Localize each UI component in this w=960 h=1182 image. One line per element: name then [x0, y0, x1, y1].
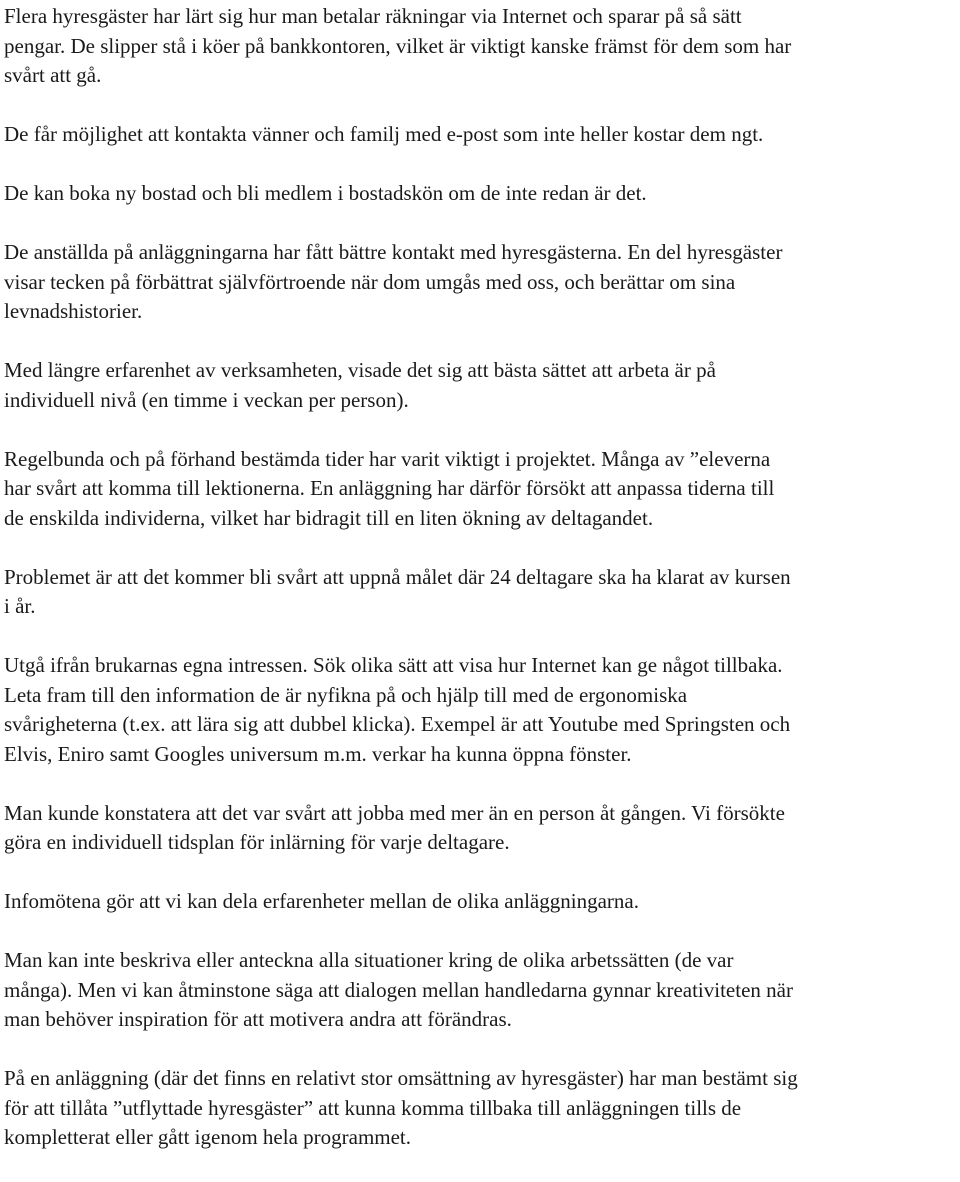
text-line: Regelbunda och på förhand bestämda tider har varit viktigt i projektet. Många av ”eleverna [4, 446, 771, 471]
paragraph [4, 887, 954, 917]
text-line: man behöver inspiration för att motivera andra att förändras. [4, 1007, 512, 1031]
paragraph [4, 651, 954, 769]
paragraph [4, 238, 954, 327]
text-line: Flera hyresgäster har lärt sig hur man betalar räkningar via Internet och sparar på så sätt [4, 4, 742, 28]
text-line: levnadshistorier. [4, 299, 143, 323]
text-line: Elvis, Eniro samt Googles universum m.m. verkar ha kunna öppna fönster. [4, 741, 632, 766]
text-line: kompletterat eller gått igenom hela programmet. [4, 1125, 412, 1149]
text-line: göra en individuell tidsplan för inlärning för varje deltagare. [4, 830, 510, 854]
text-line: svårt att gå. [4, 63, 102, 87]
text-line: för att tillåta ”utflyttade hyresgäster” att kunna komma tillbaka till anläggningen tills de [4, 1095, 742, 1120]
paragraph [4, 120, 954, 150]
text-line: De anställda på anläggningarna har fått bättre kontakt med hyresgästerna. En del hyresgäster [4, 240, 783, 264]
paragraph [4, 946, 954, 1035]
text-line: Med längre erfarenhet av verksamheten, visade det sig att bästa sättet att arbeta är på [4, 358, 716, 382]
text-line: Man kan inte beskriva eller anteckna alla situationer kring de olika arbetssätten (de var [4, 948, 734, 972]
paragraph [4, 799, 954, 858]
text-line: På en anläggning (där det finns en relativt stor omsättning av hyresgäster) har man bestämt sig [4, 1066, 798, 1090]
paragraph [4, 356, 954, 415]
text-line: har svårt att komma till lektionerna. En anläggning har därför försökt att anpassa tiderna till [4, 476, 775, 500]
text-line: Man kunde konstatera att det var svårt att jobba med mer än en person åt gången. Vi försökte [4, 800, 785, 825]
paragraph [4, 563, 954, 622]
text-line: Leta fram till den information de är nyfikna på och hjälp till med de ergonomiska [4, 682, 688, 707]
paragraph [4, 1064, 954, 1153]
paragraph [4, 2, 954, 91]
text-line: många). Men vi kan åtminstone säga att dialogen mellan handledarna gynnar kreativiteten när [4, 977, 793, 1002]
text-line: Infomötena gör att vi kan dela erfarenheter mellan de olika anläggningarna. [4, 889, 639, 913]
text-line: Utgå ifrån brukarnas egna intressen. Sök olika sätt att visa hur Internet kan ge något tillbaka. [4, 653, 783, 677]
paragraph [4, 179, 954, 209]
text-line: i år. [4, 594, 36, 618]
text-line: Problemet är att det kommer bli svårt att uppnå målet där 24 deltagare ska ha klarat av kursen [4, 564, 791, 589]
paragraph [4, 445, 954, 534]
text-line: svårigheterna (t.ex. att lära sig att dubbel klicka). Exempel är att Youtube med Springsten och [4, 712, 791, 736]
text-line: De får möjlighet att kontakta vänner och familj med e-post som inte heller kostar dem ngt. [4, 122, 764, 146]
text-line: de enskilda individerna, vilket har bidragit till en liten ökning av deltagandet. [4, 505, 654, 530]
text-line: individuell nivå (en timme i veckan per person). [4, 387, 409, 412]
text-line: pengar. De slipper stå i köer på bankkontoren, vilket är viktigt kanske främst för dem som har [4, 33, 792, 58]
text-line: De kan boka ny bostad och bli medlem i bostadskön om de inte redan är det. [4, 181, 647, 205]
text-line: visar tecken på förbättrat självförtroende när dom umgås med oss, och berättar om sina [4, 269, 736, 294]
